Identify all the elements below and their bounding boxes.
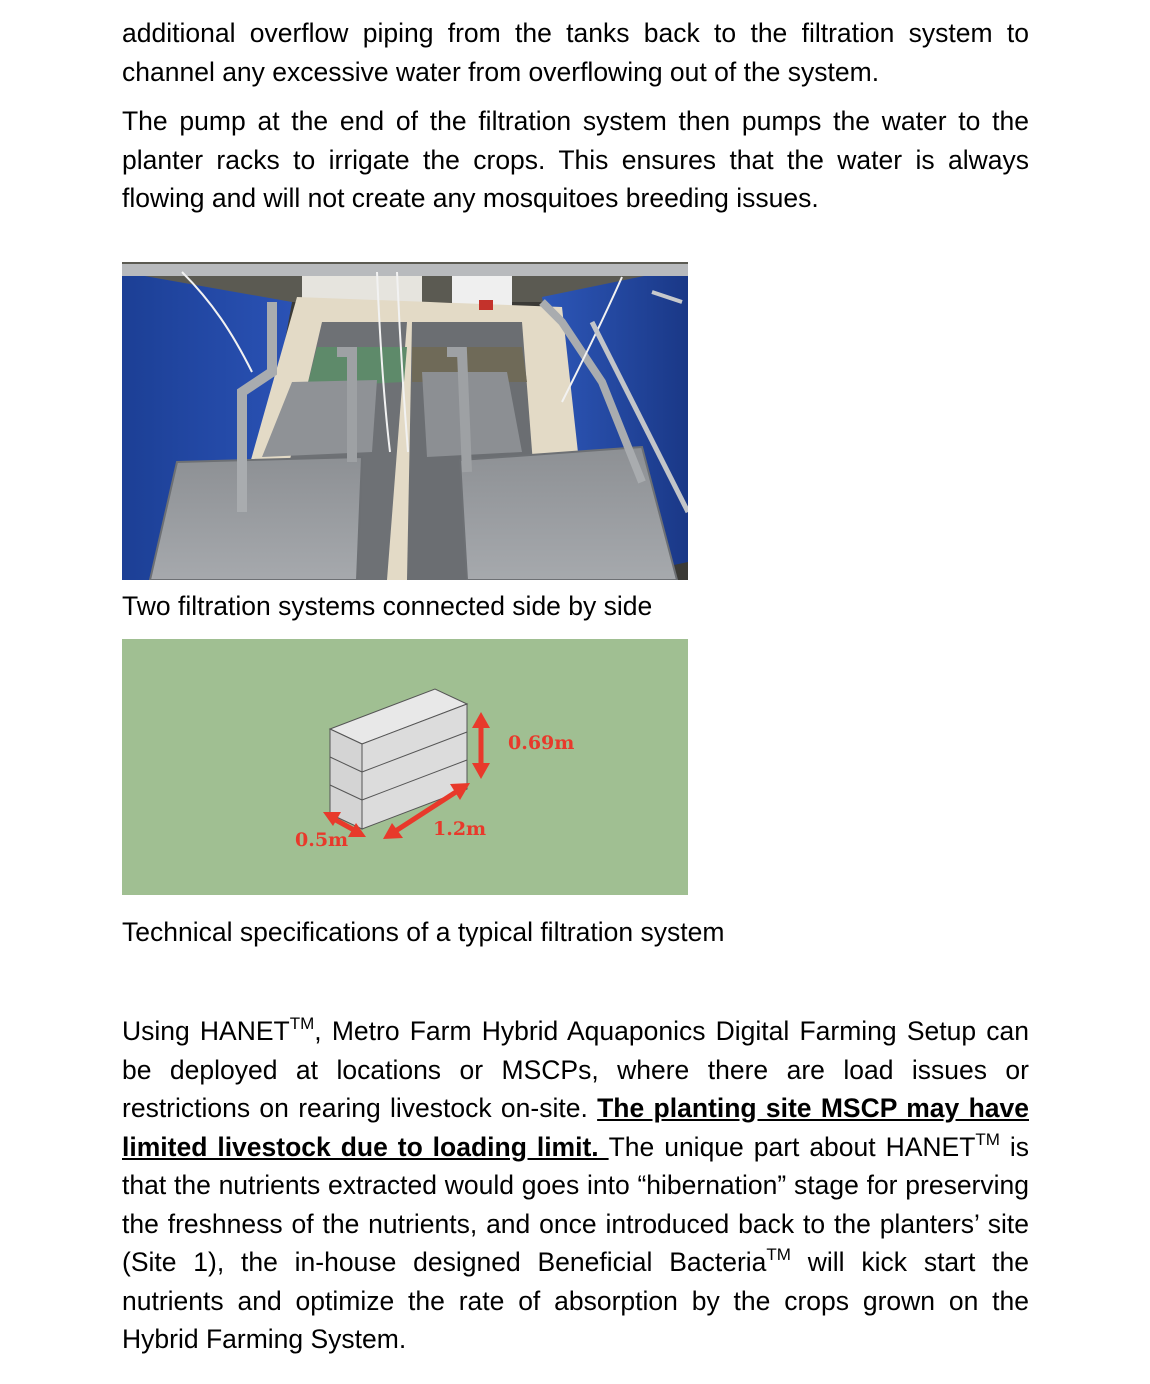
filtration-spec-diagram	[122, 639, 688, 895]
hanet-text-5: will kick start the nutrients and optimize the rate of absorption by the crops grown on the Hybrid Farming System.	[122, 1247, 1030, 1354]
trademark-mark: TM	[975, 1129, 1000, 1149]
hanet-text-3: The unique part about HANET	[608, 1131, 976, 1162]
hanet-text-4: is that the nutrients extracted would goes into “hibernation” stage for preserving the freshness of the nutrients, and once introduced back to the planters’ site (Site 1), the in-house designed Beneficial Bacteria	[122, 1131, 1030, 1277]
trademark-mark: TM	[766, 1244, 791, 1264]
hanet-text-1: Using HANET	[122, 1016, 290, 1046]
paragraph-hanet	[122, 1012, 1029, 1359]
width-label: 0.5m	[295, 829, 349, 851]
length-label: 1.2m	[433, 818, 487, 840]
paragraph-pump: The pump at the end of the filtration system then pumps the water to the planter racks to irrigate the crops. This ensures that the water is always flowing and will not create any mosquitoes breeding issues.	[122, 106, 1029, 213]
photo-caption: Two filtration systems connected side by side	[122, 591, 653, 621]
emphasis-loading-limit: The planting site MSCP may have limited livestock due to loading limit.	[122, 1093, 1029, 1162]
trademark-mark: TM	[289, 1013, 315, 1033]
hanet-text-2: , Metro Farm Hybrid Aquaponics Digital Farming Setup can be deployed at locations or MSCPs, where there are load issues or restrictions on rearing livestock on-site.	[122, 1016, 1029, 1123]
filtration-photo	[122, 262, 688, 580]
height-label: 0.69m	[508, 732, 575, 754]
paragraph-overflow: additional overflow piping from the tanks back to the filtration system to channel any excessive water from overflowing out of the system.	[122, 18, 1029, 87]
diagram-caption: Technical specifications of a typical filtration system	[122, 917, 725, 947]
